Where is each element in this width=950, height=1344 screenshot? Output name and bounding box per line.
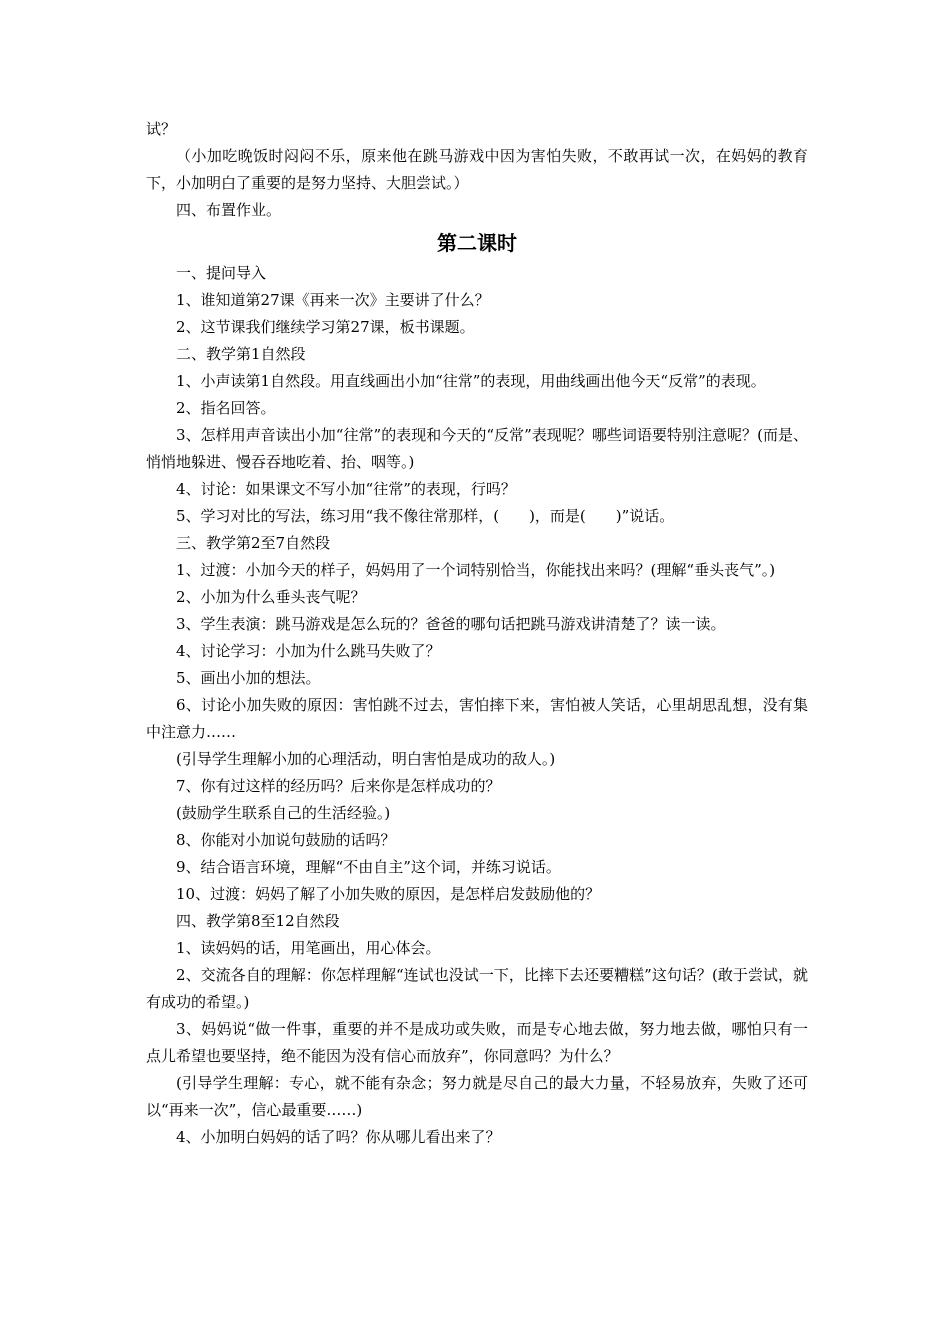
paragraph: 四、布置作业。: [176, 201, 282, 219]
paragraph: 1、谁知道第27课《再来一次》主要讲了什么？: [176, 291, 490, 309]
section-heading: 二、教学第1自然段: [176, 345, 306, 363]
paragraph: 2、指名回答。: [176, 399, 276, 417]
document-page: [146, 116, 808, 1151]
paragraph: 3、学生表演：跳马游戏是怎么玩的？爸爸的哪句话把跳马游戏讲清楚了？读一读。: [176, 615, 726, 633]
paragraph: （小加吃晚饭时闷闷不乐，原来他在跳马游戏中因为害怕失败，不敢再试一次，在妈妈的教育下，小加明白了重要的是努力坚持、大胆尝试。）: [146, 147, 808, 192]
paragraph: (引导学生理解小加的心理活动，明白害怕是成功的敌人。): [176, 750, 556, 768]
section-title: 第二课时: [437, 231, 517, 255]
paragraph: 5、画出小加的想法。: [176, 669, 321, 687]
paragraph: (引导学生理解：专心，就不能有杂念；努力就是尽自己的最大力量，不轻易放弃，失败了还可以“再来一次”，信心最重要……): [146, 1074, 808, 1119]
paragraph: 4、讨论：如果课文不写小加“往常”的表现，行吗？: [176, 480, 516, 498]
section-heading: 三、教学第2至7自然段: [176, 534, 331, 552]
section-heading: 一、提问导入: [176, 264, 267, 282]
paragraph: 9、结合语言环境，理解“不由自主”这个词，并练习说话。: [176, 858, 561, 876]
paragraph: 2、这节课我们继续学习第27课，板书课题。: [176, 318, 475, 336]
paragraph: 10、过渡：妈妈了解了小加失败的原因，是怎样启发鼓励他的？: [176, 885, 601, 903]
paragraph: 7、你有过这样的经历吗？后来你是怎样成功的？: [176, 777, 501, 795]
paragraph: 3、怎样用声音读出小加“往常”的表现和今天的“反常”表现呢？哪些词语要特别注意呢？(而是、悄悄地躲进、慢吞吞地吃着、抬、咽等。): [146, 426, 808, 471]
paragraph: 6、讨论小加失败的原因：害怕跳不过去，害怕摔下来，害怕被人笑话，心里胡思乱想，没有集中注意力……: [146, 696, 808, 741]
paragraph: 4、讨论学习：小加为什么跳马失败了？: [176, 642, 441, 660]
paragraph: 1、读妈妈的话，用笔画出，用心体会。: [176, 939, 441, 957]
paragraph: 1、过渡：小加今天的样子，妈妈用了一个词特别恰当，你能找出来吗？(理解“垂头丧气”。): [176, 561, 776, 579]
paragraph: 4、小加明白妈妈的话了吗？你从哪儿看出来了？: [176, 1128, 501, 1146]
section-heading: 四、教学第8至12自然段: [176, 912, 340, 930]
paragraph: 5、学习对比的写法，练习用“我不像往常那样，( )，而是( )”说话。: [176, 507, 675, 525]
paragraph: 3、妈妈说“做一件事，重要的并不是成功或失败，而是专心地去做，努力地去做，哪怕只有一点儿希望也要坚持，绝不能因为没有信心而放弃”，你同意吗？为什么？: [146, 1020, 808, 1065]
paragraph: (鼓励学生联系自己的生活经验。): [176, 804, 391, 822]
paragraph: 试？: [146, 120, 177, 138]
paragraph: 2、交流各自的理解：你怎样理解“连试也没试一下，比摔下去还要糟糕”这句话？(敢于尝试，就有成功的希望。): [146, 966, 808, 1011]
paragraph: 1、小声读第1自然段。用直线画出小加“往常”的表现，用曲线画出他今天“反常”的表现。: [176, 372, 766, 390]
paragraph: 8、你能对小加说句鼓励的话吗？: [176, 831, 396, 849]
paragraph: 2、小加为什么垂头丧气呢？: [176, 588, 366, 606]
